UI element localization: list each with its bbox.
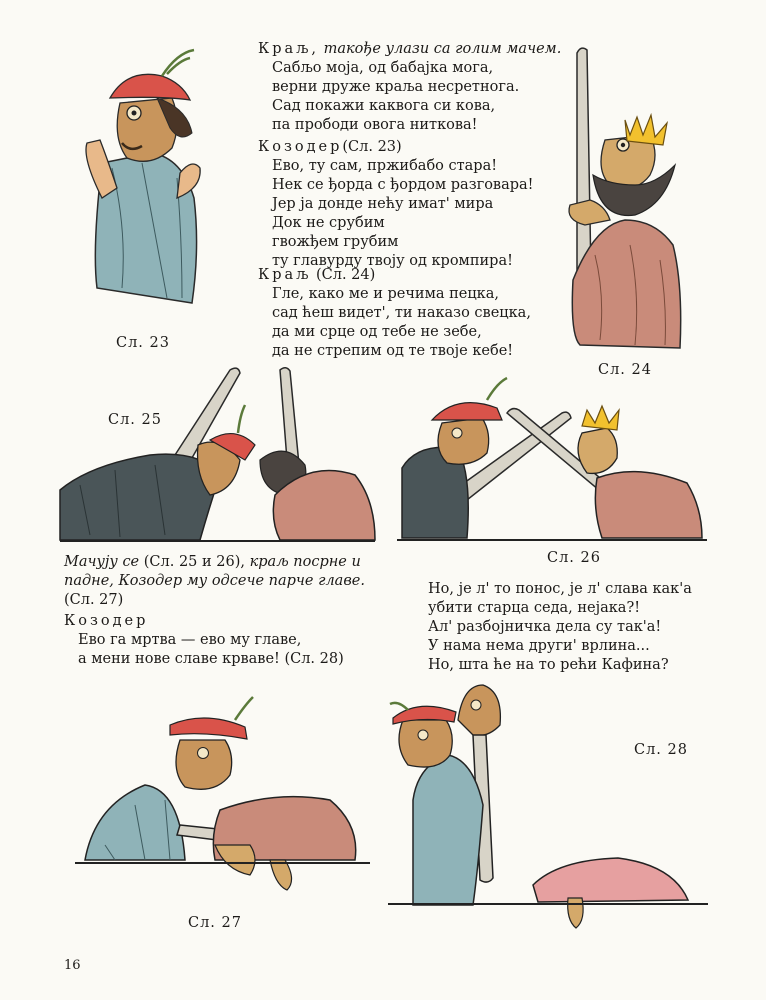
speaker-kozoder: Козодер xyxy=(64,613,149,629)
caption-fig27: Сл. 27 xyxy=(188,915,242,931)
caption-fig28: Сл. 28 xyxy=(634,742,688,758)
verse-reflection-block xyxy=(428,580,692,675)
verse-line: Ево, ту сам, пржибабо стара! xyxy=(272,158,498,174)
stage-and-verse-block xyxy=(64,553,365,669)
verse-line: да ми срце од тебе не зебе, xyxy=(272,324,482,340)
verse-line: да не стрепим од те твоје кебе! xyxy=(272,343,514,359)
caption-fig24: Сл. 24 xyxy=(598,362,652,378)
puppet-king-fig24-illustration xyxy=(565,45,685,350)
speaker-king: Краљ xyxy=(258,267,312,283)
verse-line: па прободи овога ниткова! xyxy=(272,117,478,133)
verse-line: Јер ја донде нећу имат' мира xyxy=(272,196,494,212)
caption-fig25: Сл. 25 xyxy=(108,412,162,428)
figure-reference: (Сл. 27) xyxy=(64,592,124,608)
verse-line: Док не срубим xyxy=(272,215,385,231)
puppet-kozoder-fig23-illustration xyxy=(82,48,212,313)
verse-line: Но, је л' то понос, је л' слава как'а xyxy=(428,581,692,597)
figure-reference: (Сл. 23) xyxy=(342,139,402,155)
speaker-king: Краљ, xyxy=(258,41,319,57)
verse-kozoder-block xyxy=(258,138,534,271)
stage-direction: Мачују се xyxy=(64,554,140,570)
speaker-kozoder: Козодер xyxy=(258,139,343,155)
verse-line: сад ћеш видет', ти наказо свецка, xyxy=(272,305,531,321)
page-number: 16 xyxy=(64,958,81,973)
stage-direction: краљ посрне и xyxy=(249,554,361,570)
puppets-sword-fight-fig26-illustration xyxy=(397,378,707,543)
verse-line: гвожђем грубим xyxy=(272,234,399,250)
puppet-kozoder-with-head-fig28-illustration xyxy=(388,680,708,930)
stage-direction: падне, Козодер му одсече парче главе. xyxy=(64,573,365,589)
verse-line: верни друже краља несретнога. xyxy=(272,79,520,95)
verse-line: убити старца седа, нејака?! xyxy=(428,600,641,616)
puppet-kozoder-cuts-king-fig27-illustration xyxy=(75,695,370,900)
verse-king-reply-block xyxy=(258,266,531,361)
verse-line: Но, шта ће на то рећи Кафина? xyxy=(428,657,669,673)
figure-reference: (Сл. 25 и 26), xyxy=(143,554,245,570)
figure-reference: (Сл. 24) xyxy=(316,267,376,283)
verse-line: Нек се ђорда с ђордом разговара! xyxy=(272,177,534,193)
puppets-sword-fight-fig25-illustration xyxy=(60,365,375,545)
verse-line: У нама нема други' врлина... xyxy=(428,638,650,654)
caption-fig23: Сл. 23 xyxy=(116,335,170,351)
verse-line: Ево га мртва — ево му главе, xyxy=(78,632,302,648)
verse-line: а мени нове славе крваве! (Сл. 28) xyxy=(78,651,344,667)
stage-direction: такође улази са голим мачем. xyxy=(323,41,562,57)
verse-line: Гле, како ме и речима пецка, xyxy=(272,286,499,302)
caption-fig26: Сл. 26 xyxy=(547,550,601,566)
verse-king-block xyxy=(258,40,561,135)
verse-line: ту главурду твоју од кромпира! xyxy=(272,253,513,269)
verse-line: Сабљо моја, од бабајка мога, xyxy=(272,60,494,76)
verse-line: Сад покажи каквога си кова, xyxy=(272,98,496,114)
verse-line: Ал' разбојничка дела су так'а! xyxy=(428,619,662,635)
